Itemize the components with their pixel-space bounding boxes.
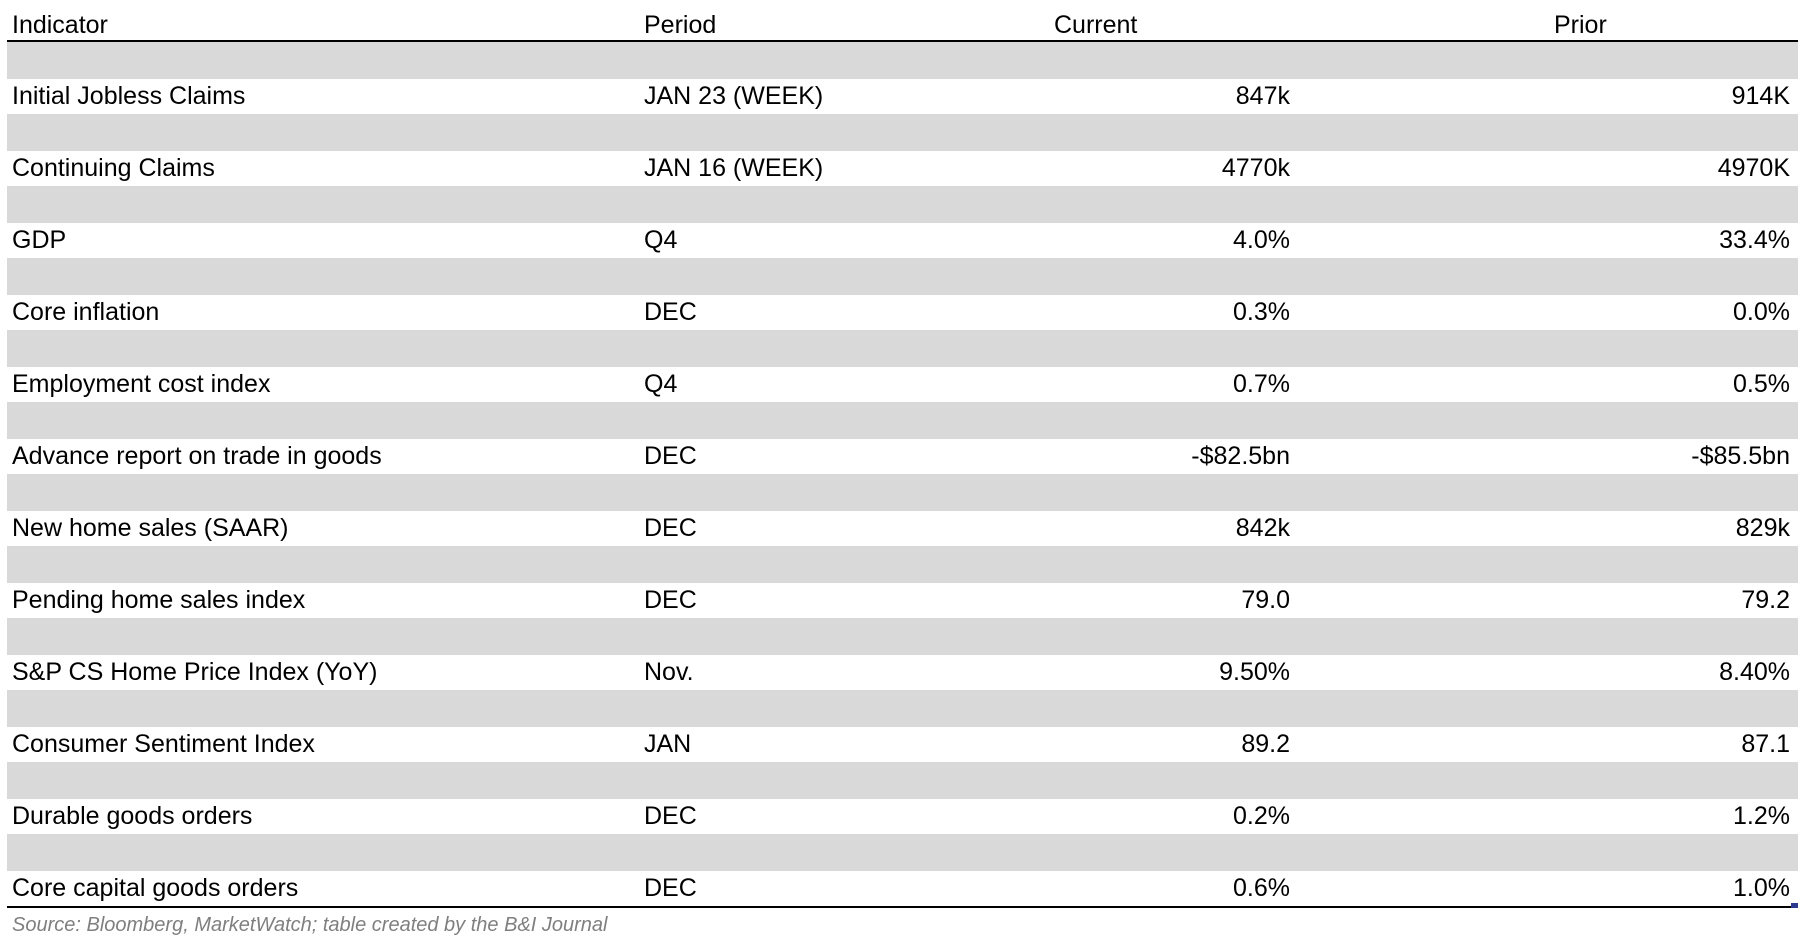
row-band bbox=[7, 834, 1798, 871]
prior-cell: 4970K bbox=[1717, 154, 1790, 182]
row-band bbox=[7, 42, 1798, 79]
period-cell: DEC bbox=[644, 802, 697, 830]
table-row bbox=[7, 151, 1798, 186]
source-note: Source: Bloomberg, MarketWatch; table created by the B&I Journal bbox=[12, 914, 608, 936]
row-band bbox=[7, 186, 1798, 223]
header-current: Current bbox=[1054, 11, 1138, 39]
table-row bbox=[7, 727, 1798, 762]
current-cell: 89.2 bbox=[1241, 730, 1290, 758]
table-row bbox=[7, 511, 1798, 546]
header-period: Period bbox=[644, 11, 717, 39]
indicator-cell: Core inflation bbox=[12, 298, 160, 326]
row-band bbox=[7, 618, 1798, 655]
indicator-cell: Advance report on trade in goods bbox=[12, 442, 382, 470]
current-cell: 0.7% bbox=[1233, 370, 1290, 398]
indicator-cell: Pending home sales index bbox=[12, 586, 306, 614]
prior-cell: 0.0% bbox=[1733, 298, 1790, 326]
period-cell: DEC bbox=[644, 514, 697, 542]
table-row bbox=[7, 79, 1798, 114]
current-cell: 9.50% bbox=[1219, 658, 1290, 686]
table-row bbox=[7, 655, 1798, 690]
period-cell: Q4 bbox=[644, 370, 678, 398]
cell-selection-handle bbox=[1791, 903, 1798, 908]
header-prior: Prior bbox=[1554, 11, 1607, 39]
indicator-cell: S&P CS Home Price Index (YoY) bbox=[12, 658, 378, 686]
prior-cell: 1.0% bbox=[1733, 874, 1790, 902]
header-indicator: Indicator bbox=[12, 11, 108, 39]
period-cell: JAN 16 (WEEK) bbox=[644, 154, 824, 182]
current-cell: 4770k bbox=[1221, 154, 1290, 182]
prior-cell: -$85.5bn bbox=[1691, 442, 1790, 470]
period-cell: DEC bbox=[644, 874, 697, 902]
current-cell: 0.3% bbox=[1233, 298, 1290, 326]
prior-cell: 914K bbox=[1731, 82, 1790, 110]
period-cell: DEC bbox=[644, 586, 697, 614]
indicator-cell: Core capital goods orders bbox=[12, 874, 299, 902]
row-band bbox=[7, 330, 1798, 367]
current-cell: 79.0 bbox=[1241, 586, 1290, 614]
period-cell: Q4 bbox=[644, 226, 678, 254]
indicator-cell: Consumer Sentiment Index bbox=[12, 730, 315, 758]
row-band bbox=[7, 474, 1798, 511]
row-band bbox=[7, 690, 1798, 727]
period-cell: JAN bbox=[644, 730, 692, 758]
period-cell: DEC bbox=[644, 298, 697, 326]
current-cell: 847k bbox=[1235, 82, 1290, 110]
indicator-cell: New home sales (SAAR) bbox=[12, 514, 289, 542]
row-band bbox=[7, 114, 1798, 151]
indicator-cell: GDP bbox=[12, 226, 67, 254]
row-band bbox=[7, 402, 1798, 439]
current-cell: -$82.5bn bbox=[1191, 442, 1290, 470]
indicator-cell: Continuing Claims bbox=[12, 154, 215, 182]
table-bottom-rule bbox=[7, 906, 1798, 908]
prior-cell: 829k bbox=[1735, 514, 1790, 542]
table-row bbox=[7, 799, 1798, 834]
table-row bbox=[7, 871, 1798, 906]
current-cell: 0.2% bbox=[1233, 802, 1290, 830]
table-row bbox=[7, 223, 1798, 258]
table-body bbox=[7, 42, 1798, 906]
row-band bbox=[7, 258, 1798, 295]
current-cell: 842k bbox=[1235, 514, 1290, 542]
row-band bbox=[7, 762, 1798, 799]
prior-cell: 79.2 bbox=[1741, 586, 1790, 614]
table-row bbox=[7, 439, 1798, 474]
period-cell: JAN 23 (WEEK) bbox=[644, 82, 824, 110]
prior-cell: 1.2% bbox=[1733, 802, 1790, 830]
table-header bbox=[7, 0, 1798, 42]
table-row bbox=[7, 367, 1798, 402]
indicator-cell: Durable goods orders bbox=[12, 802, 253, 830]
period-cell: DEC bbox=[644, 442, 697, 470]
prior-cell: 87.1 bbox=[1741, 730, 1790, 758]
table-row bbox=[7, 583, 1798, 618]
indicator-cell: Employment cost index bbox=[12, 370, 271, 398]
row-band bbox=[7, 546, 1798, 583]
current-cell: 0.6% bbox=[1233, 874, 1290, 902]
prior-cell: 33.4% bbox=[1719, 226, 1790, 254]
prior-cell: 8.40% bbox=[1719, 658, 1790, 686]
period-cell: Nov. bbox=[644, 658, 694, 686]
prior-cell: 0.5% bbox=[1733, 370, 1790, 398]
current-cell: 4.0% bbox=[1233, 226, 1290, 254]
table-row bbox=[7, 295, 1798, 330]
indicator-cell: Initial Jobless Claims bbox=[12, 82, 246, 110]
indicator-table bbox=[7, 0, 1798, 908]
